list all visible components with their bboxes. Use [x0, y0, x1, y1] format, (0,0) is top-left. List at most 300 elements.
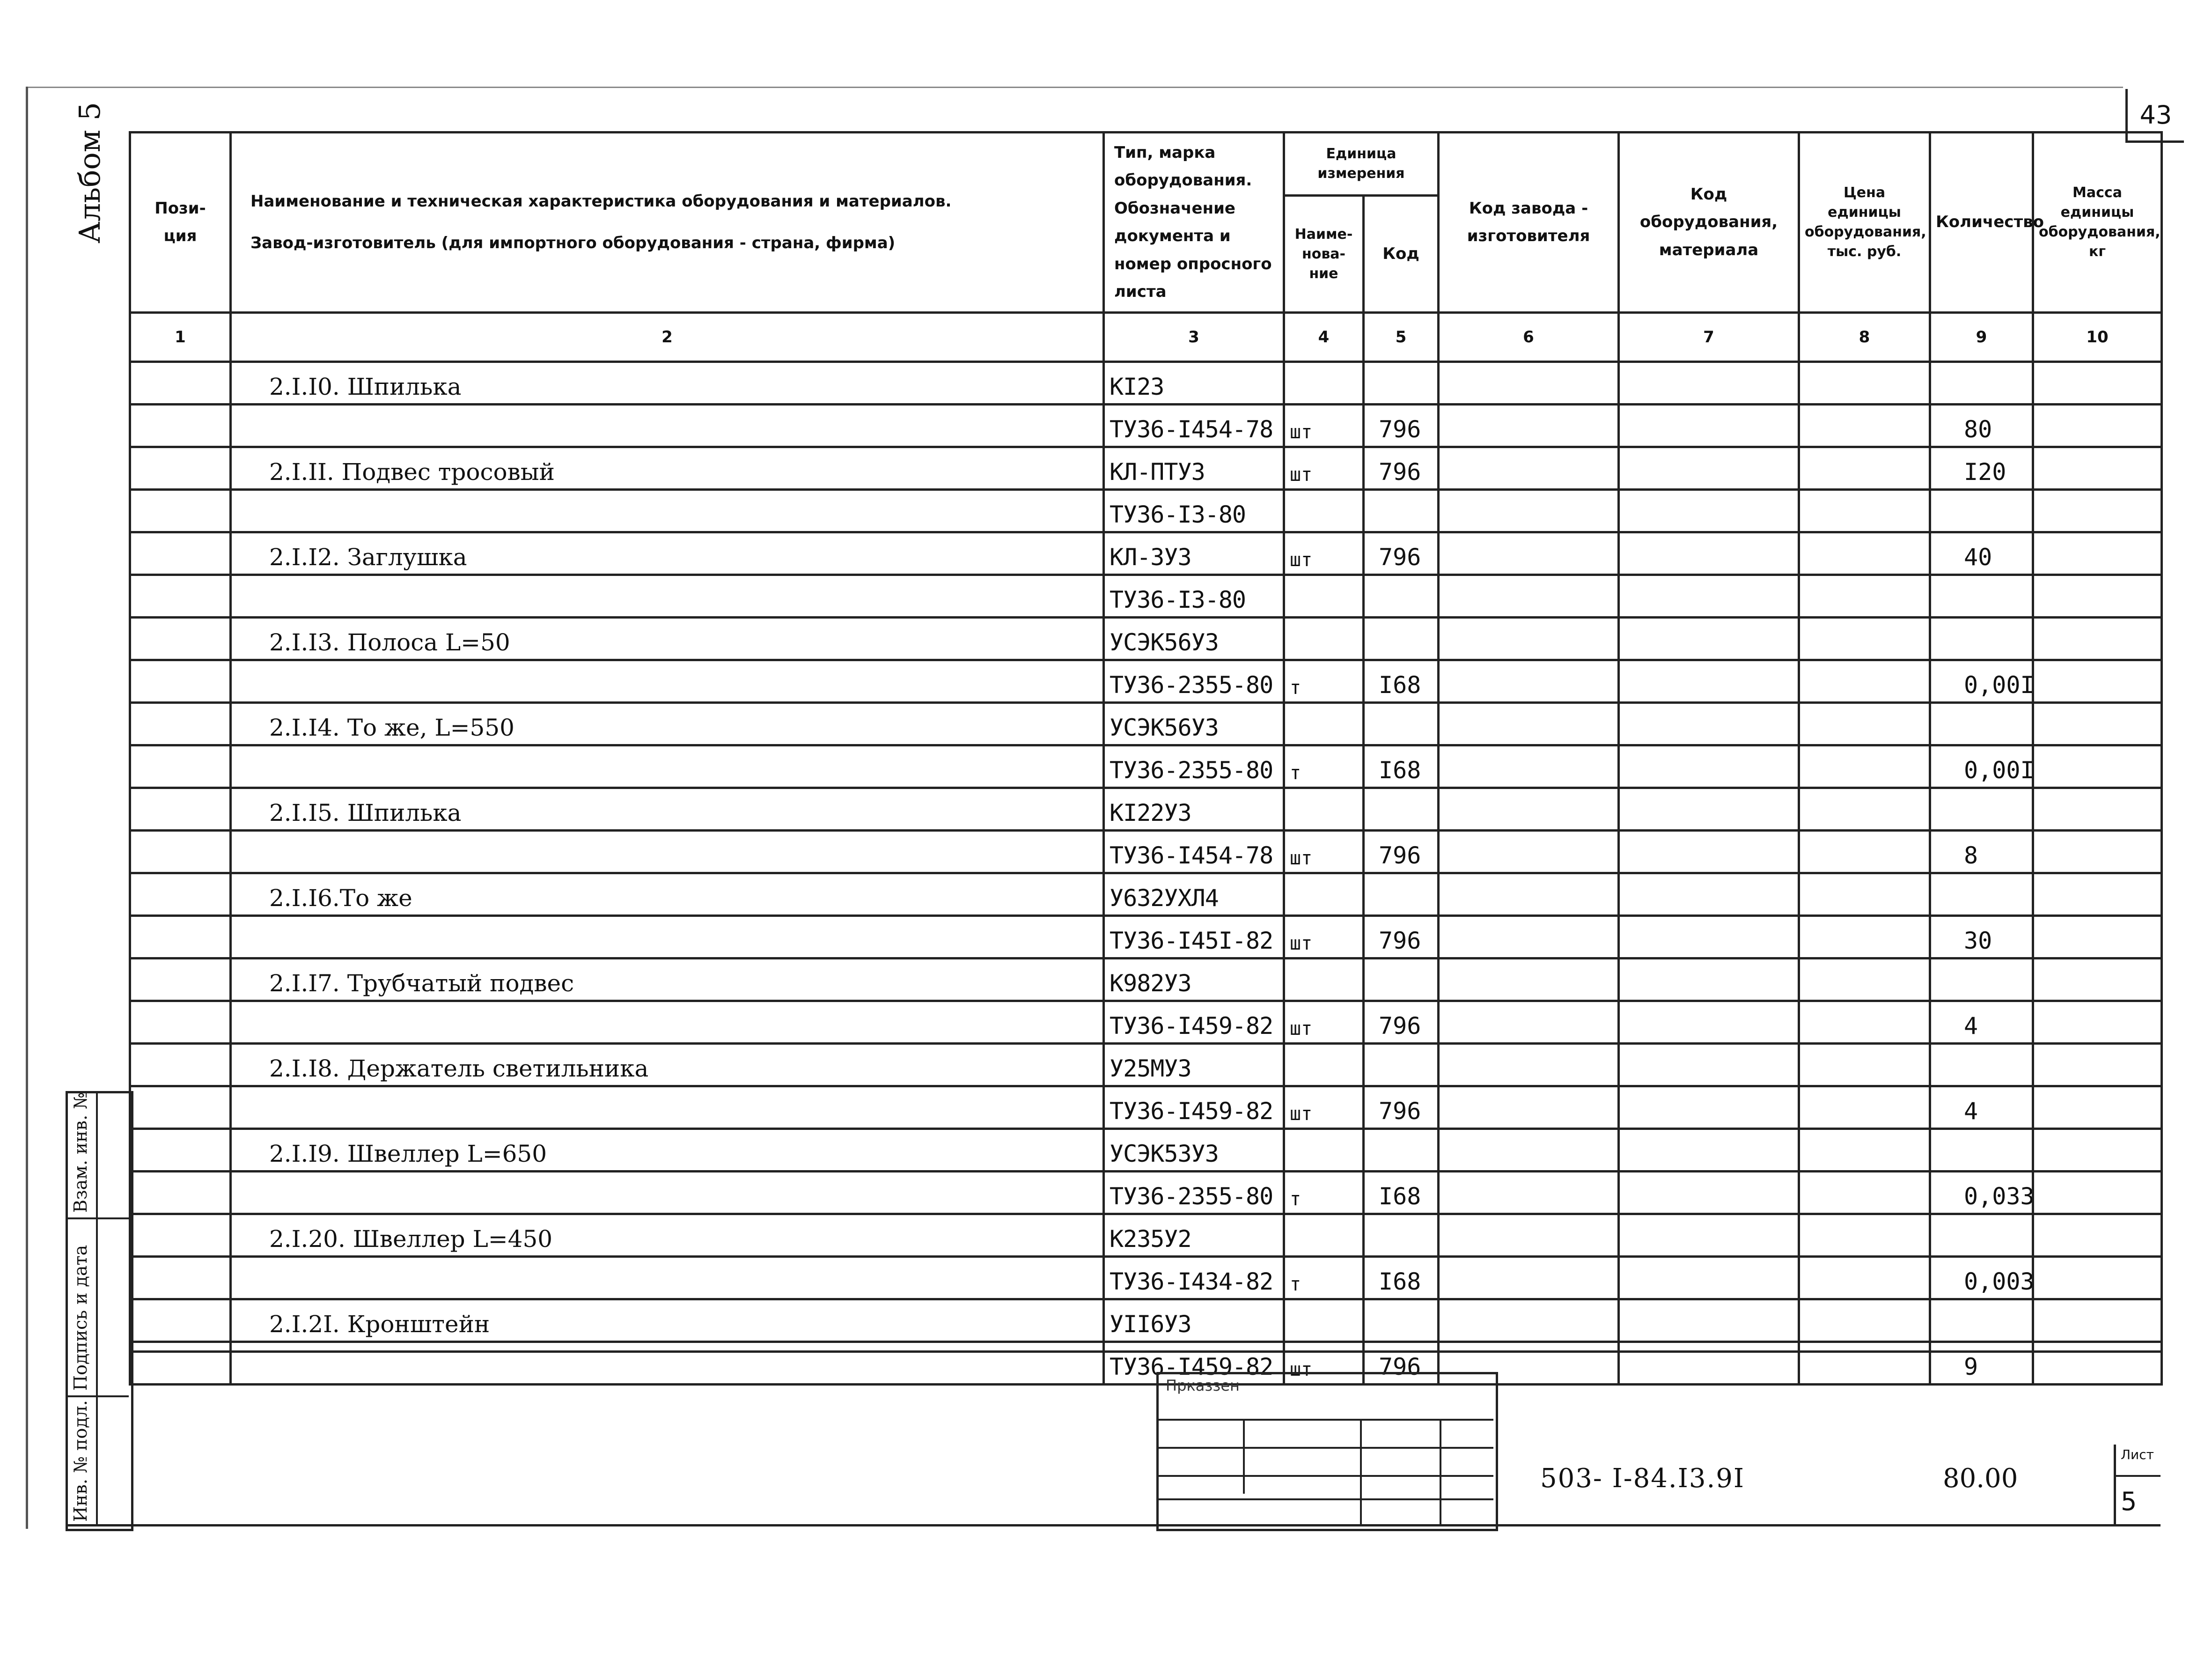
cell-price — [1799, 703, 1930, 745]
cell-unit — [1284, 362, 1364, 405]
cell-unit — [1284, 575, 1364, 618]
cell-qty: 0,033 — [1930, 1172, 2033, 1214]
cell-eqcode — [1619, 703, 1799, 745]
cell-pos — [130, 618, 231, 660]
cell-unit — [1284, 1299, 1364, 1342]
stamp-divider — [1156, 1498, 1493, 1500]
cell-price — [1799, 916, 1930, 959]
cell-code — [1364, 1044, 1439, 1086]
cell-mass — [2033, 873, 2162, 916]
table-row — [130, 1129, 2162, 1172]
table-row — [130, 916, 2162, 959]
cell-mass — [2033, 405, 2162, 447]
cell-price — [1799, 660, 1930, 703]
colnum-7: 7 — [1619, 313, 1799, 362]
cell-doc: У632УХЛ4 — [1104, 873, 1284, 916]
cell-pos — [130, 1044, 231, 1086]
cell-eqcode — [1619, 575, 1799, 618]
cell-plant — [1439, 618, 1619, 660]
cell-price — [1799, 1001, 1930, 1044]
cell-name: 2.I.20. Швеллер L=450 — [231, 1214, 1104, 1257]
album-label: Альбом 5 — [73, 102, 107, 243]
cell-code: 796 — [1364, 405, 1439, 447]
cell-doc: ТУ36-I459-82 — [1104, 1001, 1284, 1044]
cell-plant — [1439, 703, 1619, 745]
cell-name — [231, 1086, 1104, 1129]
cell-name: 2.I.I6.То же — [231, 873, 1104, 916]
colnum-4: 4 — [1284, 313, 1364, 362]
cell-eqcode — [1619, 618, 1799, 660]
cell-price — [1799, 745, 1930, 788]
cell-doc: К982У3 — [1104, 959, 1284, 1001]
colnum-9: 9 — [1930, 313, 2033, 362]
cell-pos — [130, 788, 231, 831]
cell-code — [1364, 618, 1439, 660]
stamp-label: Прказзен — [1166, 1377, 1240, 1394]
cell-mass — [2033, 660, 2162, 703]
cell-qty: 8 — [1930, 831, 2033, 873]
cell-price — [1799, 1129, 1930, 1172]
cell-unit — [1284, 1129, 1364, 1172]
cell-name: 2.I.II. Подвес тросовый — [231, 447, 1104, 490]
colnum-5: 5 — [1364, 313, 1439, 362]
cell-mass — [2033, 745, 2162, 788]
cell-pos — [130, 575, 231, 618]
colnum-10: 10 — [2033, 313, 2162, 362]
cell-pos — [130, 1086, 231, 1129]
frame-left-line — [26, 87, 28, 1529]
cell-plant — [1439, 1214, 1619, 1257]
cell-qty: 0,00I — [1930, 745, 2033, 788]
cell-qty — [1930, 703, 2033, 745]
cell-price — [1799, 1257, 1930, 1299]
cell-eqcode — [1619, 532, 1799, 575]
cell-doc: К235У2 — [1104, 1214, 1284, 1257]
table-body — [130, 362, 2162, 1385]
cell-pos — [130, 831, 231, 873]
cell-name — [231, 1172, 1104, 1214]
column-number-row — [130, 313, 2162, 362]
cell-price — [1799, 831, 1930, 873]
cell-mass — [2033, 618, 2162, 660]
cell-code: 796 — [1364, 532, 1439, 575]
cell-name: 2.I.I0. Шпилька — [231, 362, 1104, 405]
cell-qty — [1930, 362, 2033, 405]
cell-pos — [130, 1342, 231, 1385]
cell-eqcode — [1619, 660, 1799, 703]
header-unit-name: Наиме-нова-ние — [1284, 196, 1364, 313]
cell-pos — [130, 1129, 231, 1172]
cell-code: 796 — [1364, 1086, 1439, 1129]
cell-name — [231, 916, 1104, 959]
cell-qty — [1930, 788, 2033, 831]
cell-price — [1799, 873, 1930, 916]
cell-price — [1799, 1214, 1930, 1257]
cell-pos — [130, 1299, 231, 1342]
cell-mass — [2033, 1342, 2162, 1385]
cell-eqcode — [1619, 873, 1799, 916]
cell-plant — [1439, 532, 1619, 575]
cell-unit — [1284, 618, 1364, 660]
cell-plant — [1439, 1172, 1619, 1214]
cell-plant — [1439, 362, 1619, 405]
cell-qty — [1930, 1299, 2033, 1342]
cell-code: 796 — [1364, 1342, 1439, 1385]
cell-unit — [1284, 1214, 1364, 1257]
table-row — [130, 1044, 2162, 1086]
cell-eqcode — [1619, 1086, 1799, 1129]
cell-code: I68 — [1364, 1172, 1439, 1214]
cell-plant — [1439, 575, 1619, 618]
cell-name: 2.I.I8. Держатель светильника — [231, 1044, 1104, 1086]
cell-unit: шт — [1284, 1001, 1364, 1044]
stamp-divider — [1156, 1475, 1493, 1477]
cell-eqcode — [1619, 362, 1799, 405]
cell-plant — [1439, 490, 1619, 532]
header-position: Пози- ция — [130, 133, 231, 313]
cell-mass — [2033, 831, 2162, 873]
cell-unit: шт — [1284, 447, 1364, 490]
cell-price — [1799, 1342, 1930, 1385]
cell-qty: 40 — [1930, 532, 2033, 575]
cell-price — [1799, 1299, 1930, 1342]
cell-price — [1799, 575, 1930, 618]
approval-stamp — [1156, 1372, 1498, 1531]
header-name-line2: Завод-изготовитель (для импортного оборудования - страна, фирма) — [250, 234, 896, 252]
side-divider — [96, 1091, 98, 1526]
cell-name: 2.I.2I. Кронштейн — [231, 1299, 1104, 1342]
cell-unit — [1284, 703, 1364, 745]
cell-code: 796 — [1364, 831, 1439, 873]
cell-price — [1799, 959, 1930, 1001]
colnum-6: 6 — [1439, 313, 1619, 362]
cell-pos — [130, 959, 231, 1001]
cell-plant — [1439, 405, 1619, 447]
cell-pos — [130, 532, 231, 575]
header-quantity: Количество — [1930, 133, 2033, 313]
cell-unit — [1284, 873, 1364, 916]
cell-eqcode — [1619, 1342, 1799, 1385]
cell-qty: 0,00I — [1930, 660, 2033, 703]
cell-mass — [2033, 532, 2162, 575]
cell-doc: ТУ36-I454-78 — [1104, 831, 1284, 873]
table-row — [130, 405, 2162, 447]
cell-doc: KI23 — [1104, 362, 1284, 405]
cell-qty — [1930, 1129, 2033, 1172]
cell-name — [231, 405, 1104, 447]
cell-plant — [1439, 660, 1619, 703]
cell-eqcode — [1619, 788, 1799, 831]
cell-mass — [2033, 1257, 2162, 1299]
cell-unit — [1284, 959, 1364, 1001]
cell-name — [231, 1342, 1104, 1385]
header-equipment-code: Код оборудования, материала — [1619, 133, 1799, 313]
frame-top-line — [26, 87, 2123, 88]
frame-bottom-line — [66, 1524, 2161, 1526]
cell-name — [231, 660, 1104, 703]
cell-plant — [1439, 1001, 1619, 1044]
table-row — [130, 745, 2162, 788]
cell-plant — [1439, 959, 1619, 1001]
cell-name: 2.I.I4. То же, L=550 — [231, 703, 1104, 745]
header-price: Цена единицы оборудования, тыс. руб. — [1799, 133, 1930, 313]
cell-eqcode — [1619, 1172, 1799, 1214]
table-row — [130, 447, 2162, 490]
cell-eqcode — [1619, 1129, 1799, 1172]
cell-name — [231, 575, 1104, 618]
cell-unit: т — [1284, 745, 1364, 788]
cell-code — [1364, 1129, 1439, 1172]
stamp-divider — [1440, 1419, 1441, 1526]
cell-unit: т — [1284, 1257, 1364, 1299]
cell-price — [1799, 788, 1930, 831]
cell-pos — [130, 490, 231, 532]
cell-doc: KI22У3 — [1104, 788, 1284, 831]
cell-doc: ТУ36-I45I-82 — [1104, 916, 1284, 959]
cell-doc: У25МУ3 — [1104, 1044, 1284, 1086]
cell-eqcode — [1619, 1299, 1799, 1342]
cell-qty — [1930, 1044, 2033, 1086]
cell-name — [231, 1257, 1104, 1299]
cell-price — [1799, 490, 1930, 532]
cell-mass — [2033, 1214, 2162, 1257]
table-row — [130, 703, 2162, 745]
cell-code: I68 — [1364, 1257, 1439, 1299]
colnum-3: 3 — [1104, 313, 1284, 362]
stamp-divider — [1156, 1419, 1493, 1421]
cell-pos — [130, 447, 231, 490]
cell-doc: ТУ36-I454-78 — [1104, 405, 1284, 447]
cell-qty: 9 — [1930, 1342, 2033, 1385]
cell-code — [1364, 1299, 1439, 1342]
cell-doc: КЛ-ПТУ3 — [1104, 447, 1284, 490]
cell-code: I68 — [1364, 660, 1439, 703]
cell-unit — [1284, 1044, 1364, 1086]
cell-eqcode — [1619, 745, 1799, 788]
cell-code: 796 — [1364, 447, 1439, 490]
table-row — [130, 660, 2162, 703]
cell-mass — [2033, 447, 2162, 490]
cell-qty: 4 — [1930, 1086, 2033, 1129]
table-row — [130, 831, 2162, 873]
cell-mass — [2033, 703, 2162, 745]
table-row — [130, 1342, 2162, 1385]
cell-eqcode — [1619, 959, 1799, 1001]
cell-unit: шт — [1284, 405, 1364, 447]
side-label-replace-inv: Взам. инв. № — [70, 1092, 91, 1213]
cell-doc: УСЭК56У3 — [1104, 618, 1284, 660]
cell-eqcode — [1619, 1257, 1799, 1299]
table-bottom-line — [129, 1350, 2161, 1353]
cell-eqcode — [1619, 1214, 1799, 1257]
cell-price — [1799, 618, 1930, 660]
cell-pos — [130, 916, 231, 959]
cell-name: 2.I.I7. Трубчатый подвес — [231, 959, 1104, 1001]
cell-pos — [130, 362, 231, 405]
cell-doc: ТУ36-I459-82 — [1104, 1342, 1284, 1385]
cell-eqcode — [1619, 405, 1799, 447]
table-row — [130, 873, 2162, 916]
cell-code — [1364, 490, 1439, 532]
cell-doc: ТУ36-2355-80 — [1104, 745, 1284, 788]
document-date: 80.00 — [1943, 1463, 2018, 1494]
cell-mass — [2033, 1299, 2162, 1342]
cell-plant — [1439, 1257, 1619, 1299]
stamp-divider — [1243, 1419, 1245, 1494]
cell-qty — [1930, 873, 2033, 916]
cell-mass — [2033, 788, 2162, 831]
header-unit-code: Код — [1364, 196, 1439, 313]
cell-name — [231, 831, 1104, 873]
stamp-divider — [1156, 1447, 1493, 1449]
side-label-inv-original: Инв. № подл. — [70, 1400, 91, 1522]
cell-pos — [130, 1172, 231, 1214]
cell-unit: шт — [1284, 1086, 1364, 1129]
cell-doc: УII6У3 — [1104, 1299, 1284, 1342]
header-type: Тип, марка оборудования. Обозначение документа и номер опросного листа — [1104, 133, 1284, 313]
cell-plant — [1439, 788, 1619, 831]
table-row — [130, 1214, 2162, 1257]
table-row — [130, 1001, 2162, 1044]
cell-price — [1799, 447, 1930, 490]
cell-doc: ТУ36-I3-80 — [1104, 490, 1284, 532]
colnum-8: 8 — [1799, 313, 1930, 362]
cell-code — [1364, 703, 1439, 745]
cell-name: 2.I.I9. Швеллер L=650 — [231, 1129, 1104, 1172]
cell-doc: УСЭК56У3 — [1104, 703, 1284, 745]
cell-pos — [130, 1257, 231, 1299]
cell-name — [231, 490, 1104, 532]
cell-mass — [2033, 1086, 2162, 1129]
colnum-2: 2 — [231, 313, 1104, 362]
header-plant-code: Код завода - изготовителя — [1439, 133, 1619, 313]
table-row — [130, 618, 2162, 660]
cell-qty — [1930, 618, 2033, 660]
cell-code — [1364, 362, 1439, 405]
cell-doc: ТУ36-2355-80 — [1104, 660, 1284, 703]
cell-mass — [2033, 362, 2162, 405]
table-row — [130, 490, 2162, 532]
stamp-divider — [1360, 1419, 1362, 1526]
cell-eqcode — [1619, 447, 1799, 490]
colnum-1: 1 — [130, 313, 231, 362]
cell-plant — [1439, 873, 1619, 916]
cell-eqcode — [1619, 490, 1799, 532]
cell-unit — [1284, 490, 1364, 532]
cell-mass — [2033, 916, 2162, 959]
cell-code: 796 — [1364, 1001, 1439, 1044]
cell-code — [1364, 873, 1439, 916]
cell-eqcode — [1619, 1001, 1799, 1044]
cell-unit: шт — [1284, 532, 1364, 575]
cell-price — [1799, 1172, 1930, 1214]
cell-code — [1364, 788, 1439, 831]
cell-price — [1799, 362, 1930, 405]
table-row — [130, 362, 2162, 405]
header-row — [130, 133, 2162, 196]
table-row — [130, 1257, 2162, 1299]
table-row — [130, 1172, 2162, 1214]
cell-name: 2.I.I5. Шпилька — [231, 788, 1104, 831]
cell-pos — [130, 703, 231, 745]
table-row — [130, 959, 2162, 1001]
cell-name: 2.I.I2. Заглушка — [231, 532, 1104, 575]
cell-plant — [1439, 447, 1619, 490]
header-unit-group: Единица измерения — [1284, 133, 1439, 196]
cell-name — [231, 1001, 1104, 1044]
cell-name — [231, 745, 1104, 788]
cell-unit — [1284, 788, 1364, 831]
cell-pos — [130, 1001, 231, 1044]
header-name-line1: Наименование и техническая характеристика оборудования и материалов. — [250, 192, 952, 211]
cell-price — [1799, 405, 1930, 447]
cell-doc: ТУ36-I459-82 — [1104, 1086, 1284, 1129]
side-label-signature-date: Подпись и дата — [70, 1245, 91, 1391]
cell-qty: I20 — [1930, 447, 2033, 490]
cell-plant — [1439, 1299, 1619, 1342]
cell-qty: 4 — [1930, 1001, 2033, 1044]
cell-unit: т — [1284, 660, 1364, 703]
cell-unit: шт — [1284, 1342, 1364, 1385]
sheet-number: 5 — [2121, 1487, 2137, 1516]
cell-doc: КЛ-ЗУ3 — [1104, 532, 1284, 575]
cell-mass — [2033, 1129, 2162, 1172]
cell-price — [1799, 1044, 1930, 1086]
cell-plant — [1439, 916, 1619, 959]
cell-pos — [130, 745, 231, 788]
cell-plant — [1439, 831, 1619, 873]
table-row — [130, 1086, 2162, 1129]
cell-code: I68 — [1364, 745, 1439, 788]
cell-plant — [1439, 1044, 1619, 1086]
cell-code — [1364, 575, 1439, 618]
cell-qty: 0,003 — [1930, 1257, 2033, 1299]
document-number: 503- I-84.I3.9I — [1540, 1463, 1745, 1494]
cell-pos — [130, 405, 231, 447]
cell-pos — [130, 1214, 231, 1257]
cell-code — [1364, 1214, 1439, 1257]
cell-doc: ТУ36-2355-80 — [1104, 1172, 1284, 1214]
cell-unit: т — [1284, 1172, 1364, 1214]
cell-eqcode — [1619, 831, 1799, 873]
cell-qty — [1930, 1214, 2033, 1257]
cell-plant — [1439, 745, 1619, 788]
cell-qty — [1930, 490, 2033, 532]
header-name — [231, 133, 1104, 313]
sheet-divider — [2114, 1475, 2161, 1477]
table-row — [130, 532, 2162, 575]
cell-mass — [2033, 490, 2162, 532]
cell-doc: ТУ36-I3-80 — [1104, 575, 1284, 618]
cell-price — [1799, 1086, 1930, 1129]
cell-code: 796 — [1364, 916, 1439, 959]
cell-pos — [130, 873, 231, 916]
cell-unit: шт — [1284, 831, 1364, 873]
cell-name: 2.I.I3. Полоса L=50 — [231, 618, 1104, 660]
cell-eqcode — [1619, 1044, 1799, 1086]
cell-qty: 30 — [1930, 916, 2033, 959]
cell-mass — [2033, 1172, 2162, 1214]
cell-code — [1364, 959, 1439, 1001]
cell-price — [1799, 532, 1930, 575]
cell-pos — [130, 660, 231, 703]
cell-qty — [1930, 959, 2033, 1001]
cell-doc: УСЭК53У3 — [1104, 1129, 1284, 1172]
cell-plant — [1439, 1086, 1619, 1129]
sheet-label: Лист — [2121, 1447, 2154, 1462]
cell-mass — [2033, 959, 2162, 1001]
cell-qty: 80 — [1930, 405, 2033, 447]
